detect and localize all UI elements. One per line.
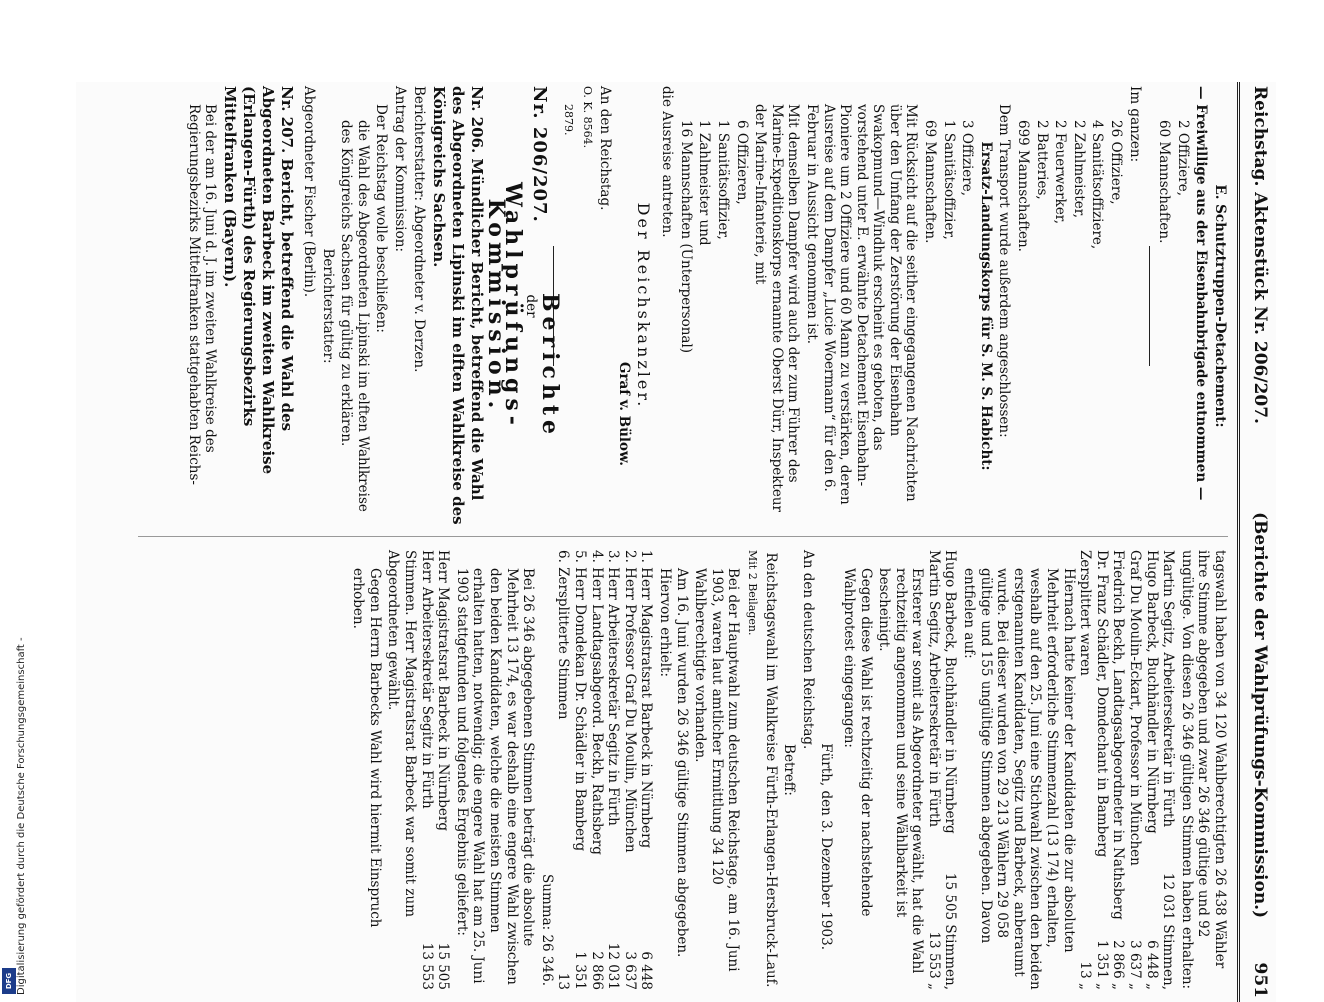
paragraph: Bei der am 16. Juni d. J. im zweiten Wahlkreise des Regierungsbezirks Mittelfranken stattgehabten Reichs- xyxy=(185,104,219,485)
reporter: Abgeordneter Fischer (Berlin). xyxy=(301,86,318,298)
paragraph: Bei 26 346 abgegebenen Stimmen beträgt die absolute Mehrheit 13 174, es war deshalb eine engere Wahl zwischen den beiden Kandidaten, welche die meisten Stimmen erhalten hatten, notwendig; die engere Wahl hat am 25. Juni 1903 stattgefunden und folgendes Ergebnis geliefert: xyxy=(453,568,537,985)
paragraph: Am 16. Juni wurden 26 346 gültige Stimmen abgegeben. Hiervon erhielt: xyxy=(657,568,690,958)
result-row xyxy=(418,550,435,990)
list-item: 2 Feuerwerker, xyxy=(1052,120,1069,225)
section-subheading: — Freiwillige aus der Eisenbahnbrigade entnommen — xyxy=(1193,86,1210,501)
list-item: 1 Sanitätsoffizier, xyxy=(714,120,731,240)
result-row xyxy=(588,550,605,990)
vote-count: 13 xyxy=(555,972,572,990)
candidate-name: Herr Magistratsrat Barbeck in Nürnberg xyxy=(435,550,452,831)
candidate-name: 6. Zersplitterte Stimmen xyxy=(555,550,572,720)
result-row xyxy=(435,550,452,990)
candidate-name: 4. Herr Landtagsabgeord. Beckh, Rathsberg xyxy=(588,550,605,855)
vote-count: 13 553 „ xyxy=(925,931,942,990)
result-row xyxy=(925,550,942,990)
paragraph: Gegen diese Wahl ist rechtzeitig der nachstehende Wahlprotest eingegangen: xyxy=(840,568,874,917)
vote-count: 6 448 xyxy=(638,951,655,990)
candidate-name: Friedrich Beckh, Landtagsabgeordneter in Nathsberg xyxy=(1110,550,1127,920)
paragraph: die Ausreise antreten. xyxy=(659,86,676,238)
header-left: Reichstag. Aktenstück Nr. 206/207. xyxy=(1250,86,1270,424)
list-item: 60 Mannschaften. xyxy=(1156,120,1173,244)
list-item: 2 Batteries, xyxy=(1033,120,1050,200)
vote-count: 12 031 xyxy=(605,942,622,990)
list-item: 1 Zahlmeister und xyxy=(696,120,713,246)
signature-name: Graf v. Bülow. xyxy=(616,361,632,466)
page-number: 951 xyxy=(1250,962,1270,998)
result-row xyxy=(621,550,638,990)
document-page xyxy=(76,82,1276,1002)
vote-count: 13 „ xyxy=(1077,961,1094,990)
result-row xyxy=(1143,550,1160,990)
paragraph: Hiernach hatte keiner der Kandidaten die zur absoluten Mehrheit erforderliche Stimmenzahl (13 174) erhalten, weshalb auf den 25. Juni eine Stichwahl zwischen den beiden erstgenannten Kandidaten, Segitz und Barbeck, anberaumt wurde. Bei dieser wurden von 29 213 Wählern 29 058 gültige und 155 ungültige Stimmen abgegeben. Davon entfielen auf: xyxy=(961,568,1077,990)
list-item: 2 Zahlmeister, xyxy=(1070,120,1087,219)
paragraph: Stimmen. Herr Magistratsrat Barbeck war somit zum Abgeordneten gewählt. xyxy=(385,550,419,918)
beilagen: Mit 2 Beilagen. xyxy=(745,550,759,636)
vote-count: 2 866 xyxy=(588,951,605,990)
commission-title: Wahlprüfungs-Kommission. xyxy=(483,182,526,430)
candidate-name: 5. Herr Domdekan Dr. Schädler in Bamberg xyxy=(572,550,589,852)
results-table xyxy=(418,550,451,990)
list-item: 16 Mannschaften (Unterpersonal) xyxy=(677,120,694,354)
candidate-name: Zersplittert waren xyxy=(1077,550,1094,676)
result-row xyxy=(942,550,959,990)
resolution: die Wahl des Abgeordneten Lipinski im elften Wahlkreise des Königreichs Sachsen für gültig zu erklären. xyxy=(338,120,371,512)
divider xyxy=(1149,246,1150,366)
betreff: Reichstagswahl im Wahlkreise Fürth-Erlangen-Hersbruck-Lauf. xyxy=(762,552,779,988)
column-divider xyxy=(138,536,1228,537)
vote-count: 6 448 „ xyxy=(1143,940,1160,990)
total-list xyxy=(1014,86,1124,526)
report-title-der: der xyxy=(523,294,540,318)
vote-count: 15 505 xyxy=(435,942,452,990)
paragraph: Ersterer war somit als Abgeordneter gewählt, hat die Wahl rechtzeitig angenommen und seine Wählbarkeit ist bescheinigt. xyxy=(876,568,926,974)
addressee: An den deutschen Reichstag. xyxy=(799,550,816,750)
sidebar-credit xyxy=(2,605,27,995)
vote-count: 15 505 Stimmen, xyxy=(942,872,959,990)
list-item: 69 Mannschaften. xyxy=(922,120,939,244)
dampfer-list xyxy=(677,86,749,526)
result-row xyxy=(605,550,622,990)
candidate-name: 2. Herr Professor Graf Du Moulin, München xyxy=(621,550,638,853)
paragraph: Gegen Herrn Barbecks Wahl wird hiermit Einspruch erhoben. xyxy=(350,568,383,928)
candidate-name: Dr. Franz Schädler, Domdechant in Bamberg xyxy=(1093,550,1110,858)
vote-count: 13 553 xyxy=(418,942,435,990)
report-title: Berichte xyxy=(537,292,564,440)
paragraph: Bei der Hauptwahl zum deutschen Reichstage, am 16. Juni 1903, waren laut amtlicher Ermittlung 34 120 Wahlberechtigte vorhanden. xyxy=(692,568,742,972)
dfg-logo: DFG xyxy=(2,968,16,994)
result-row xyxy=(1077,550,1094,990)
antrag: Antrag der Kommission: xyxy=(392,86,409,252)
result-row xyxy=(1160,550,1177,990)
nr206-title: Nr. 206. Mündlicher Bericht, betreffend die Wahl des Abgeordneten Lipinski im elften Wahlkreise des Königreichs Sachsen. xyxy=(429,86,486,525)
left-column xyxy=(183,86,1228,526)
list-item: 2 Offiziere, xyxy=(1174,120,1191,197)
paragraph: Dem Transport wurde außerdem angeschlossen: xyxy=(996,104,1013,438)
candidate-name: Graf Du Moulin-Eckart, Professor in München xyxy=(1127,550,1144,866)
signature-title: Der Reichskanzler. xyxy=(633,202,653,410)
paragraph-label: Im ganzen: xyxy=(1126,86,1143,163)
results-table xyxy=(925,550,958,990)
place-date: Fürth, den 3. Dezember 1903. xyxy=(818,743,835,950)
result-row xyxy=(555,550,572,990)
report-number: Nr. 206/207. xyxy=(528,86,550,223)
result-row xyxy=(1110,550,1127,990)
list-item: 26 Offiziere, xyxy=(1108,120,1125,205)
vote-count: 3 637 xyxy=(621,951,638,990)
list-item: 699 Mannschaften. xyxy=(1015,120,1032,252)
reference: 2879. xyxy=(562,104,576,136)
vote-count: 3 637 „ xyxy=(1127,940,1144,990)
list-item: 3 Offiziere, xyxy=(959,120,976,197)
candidate-name: Martin Segitz, Arbeitersekretär in Fürth xyxy=(925,550,942,828)
result-row xyxy=(638,550,655,990)
reference: O. K. 8564. xyxy=(580,86,594,149)
betreff-label: Betreff: xyxy=(781,744,798,796)
section-heading: E. Schutztruppen-Detachement: xyxy=(1212,184,1228,428)
paragraph: Mit Rücksicht auf die seither eingegangenen Nachrichten über den Umfang der Zerstörung der Eisenbahn Swakopmund—Windhuk erscheint es geboten, das vorstehend unter E. erwähnte Detachement Eisenbahn-Pioniere um 2 Offiziere und 60 Mann zu verstärken, deren Ausreise auf dem Dampfer „Lucie Woermann“ für den 6. Februar in Aussicht genommen ist. xyxy=(803,104,920,505)
page-header xyxy=(1242,82,1276,1002)
list-item: 4 Sanitätsoffiziere, xyxy=(1089,120,1106,250)
vote-count: 12 031 Stimmen, xyxy=(1160,872,1177,990)
candidate-name: Martin Segitz, Arbeitersekretär in Fürth xyxy=(1160,550,1177,828)
paragraph: Der Reichstag wolle beschließen: xyxy=(373,104,390,333)
candidate-name: Hugo Barbeck, Buchhändler in Nürnberg xyxy=(942,550,959,834)
list-item: 1 Sanitätsoffizier, xyxy=(940,120,957,240)
results-table xyxy=(1077,550,1177,990)
reporter: Berichterstatter: Abgeordneter v. Derzen. xyxy=(410,86,427,373)
candidate-name: 3. Herr Arbeitersekretär Segitz in Fürth xyxy=(605,550,622,826)
vote-count: 1 351 xyxy=(572,951,589,990)
vote-count: 2 866 „ xyxy=(1110,940,1127,990)
header-center: (Berichte der Wahlprüfungs-Kommission.) xyxy=(1250,512,1270,919)
candidate-name: Herr Arbeitersekretär Segitz in Fürth xyxy=(418,550,435,809)
candidate-name: Hugo Barbeck, Buchhändler in Nürnberg xyxy=(1143,550,1160,834)
summa: Summa: 26 346. xyxy=(538,874,555,986)
list-item: 6 Offizieren, xyxy=(733,120,750,205)
addressee: An den Reichstag. xyxy=(597,86,614,211)
officer-list xyxy=(1156,86,1191,526)
candidate-name: 1. Herr Magistratsrat Barbeck in Nürnberg xyxy=(638,550,655,849)
right-column xyxy=(348,550,1228,990)
reporter-label: Berichterstatter: xyxy=(319,248,336,364)
paragraph: Mit demselben Dampfer wird auch der zum Führer des Marine-Expeditionskorps ernannte Oberst Dürr, Inspekteur der Marine-Infanterie, mit xyxy=(752,104,802,512)
credit-text: Digitalisierung gefördert durch die Deutsche Forschungsgemeinschaft - xyxy=(16,637,27,995)
ersatz-list xyxy=(922,86,976,526)
nr207-title: Nr. 207. Bericht, betreffend die Wahl des Abgeordneten Barbeck im zweiten Wahlkreise (Erlangen-Fürth) des Regierungsbezirks Mittelfranken (Bayern). xyxy=(221,86,297,475)
result-row xyxy=(571,550,588,990)
result-row xyxy=(1126,550,1143,990)
header-rule xyxy=(1237,82,1240,1002)
section-subheading: Ersatz-Landungskorps für S. M. S. Habicht: xyxy=(977,141,994,471)
vote-count: 1 351 „ xyxy=(1093,940,1110,990)
result-row xyxy=(1093,550,1110,990)
paragraph: tagswahl haben von 34 120 Wahlberechtigten 26 438 Wähler ihre Stimme abgegeben und zwar 26 346 gültige und 92 ungültige. Von diesen 26 346 gültigen Stimmen haben erhalten: xyxy=(1178,550,1228,990)
results-table xyxy=(555,550,655,990)
